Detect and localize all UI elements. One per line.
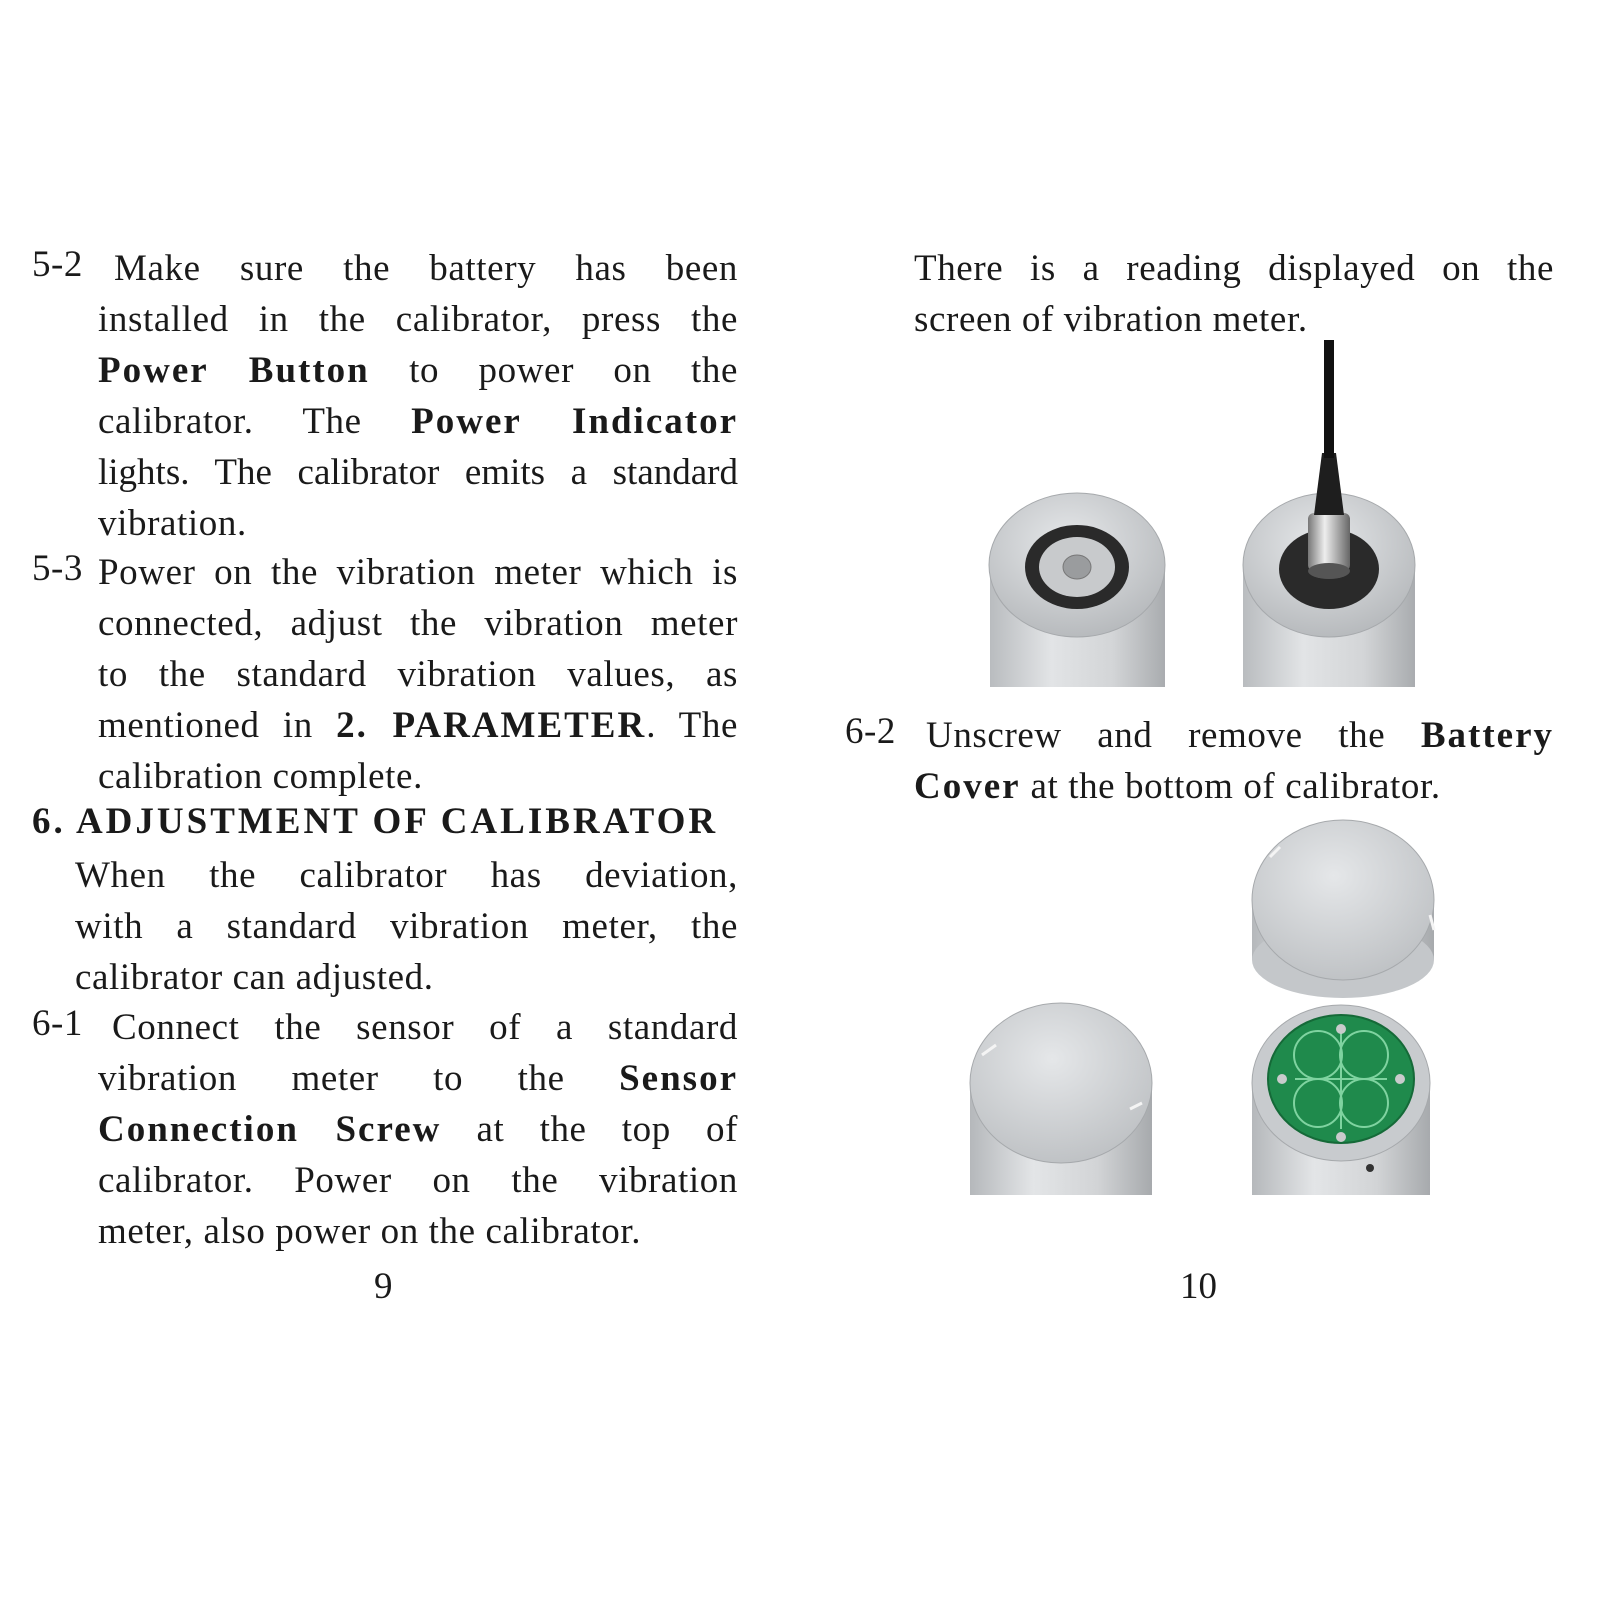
battery-cover-top	[1252, 820, 1434, 980]
step-5-2-line-2: installed in the calibrator, press the	[98, 299, 738, 340]
step-6-1-line-2	[98, 1053, 738, 1104]
parameter-reference: 2. PARAMETER	[336, 705, 647, 746]
step-6-1-line-3-rest: at the top of	[476, 1109, 738, 1150]
step-number-5-2: 5-2	[32, 244, 83, 285]
calibrator-sensor-figure	[960, 335, 1440, 695]
continued-line-1: There is a reading displayed on the	[914, 248, 1554, 289]
calibrator-with-sensor	[1243, 340, 1415, 687]
sensor-cable	[1324, 340, 1334, 458]
step-5-3-line-5: calibration complete.	[98, 756, 423, 797]
side-screw-icon	[1366, 1164, 1374, 1172]
adjustment-intro-text	[75, 850, 738, 1003]
page-number-right: 10	[1180, 1266, 1217, 1307]
calibrator-opened	[1252, 1005, 1430, 1195]
step-5-2-line-3	[98, 345, 738, 396]
board-screw-icon	[1336, 1024, 1346, 1034]
step-number-6-1: 6-1	[32, 1003, 83, 1044]
step-6-1-line-3	[98, 1104, 738, 1155]
step-6-2-line-2-rest: at the bottom of calibrator.	[1030, 766, 1441, 807]
section-heading-adjustment: 6. ADJUSTMENT OF CALIBRATOR	[32, 801, 719, 842]
calibrator-without-sensor	[989, 493, 1165, 687]
battery-cover-figure	[960, 815, 1440, 1205]
connection-screw-term: Connection Screw	[98, 1109, 442, 1150]
intro-line-2: with a standard vibration meter, the	[75, 906, 738, 947]
step-6-1-line-5: meter, also power on the calibrator.	[98, 1211, 642, 1252]
intro-line-1: When the calibrator has deviation,	[75, 855, 738, 896]
step-5-3-line-3: to the standard vibration values, as	[98, 654, 738, 695]
step-5-2-line-5: lights. The calibrator emits a standard	[98, 452, 738, 493]
step-6-2-line-1	[926, 710, 1554, 761]
step-5-2-line-4	[98, 396, 738, 447]
continued-text	[914, 243, 1554, 345]
battery-term: Battery	[1420, 715, 1554, 756]
power-indicator-term: Power Indicator	[411, 401, 738, 442]
step-6-1-line-4: calibrator. Power on the vibration	[98, 1160, 738, 1201]
step-5-2-line-3-rest: to power on the	[409, 350, 738, 391]
page-number-left: 9	[374, 1266, 393, 1307]
board-screw-icon	[1336, 1132, 1346, 1142]
step-5-3-line-2: connected, adjust the vibration meter	[98, 603, 738, 644]
step-number-5-3: 5-3	[32, 548, 83, 589]
sensor-body	[1308, 513, 1350, 571]
intro-line-3: calibrator can adjusted.	[75, 957, 434, 998]
sensor-term: Sensor	[619, 1058, 738, 1099]
cover-term: Cover	[914, 766, 1021, 807]
cable-strain-relief	[1314, 453, 1344, 515]
step-6-2-line-1-start: Unscrew and remove the	[926, 715, 1386, 756]
step-5-3-line-4-end: . The	[646, 705, 738, 746]
power-button-term: Power Button	[98, 350, 370, 391]
step-5-3-line-4	[98, 700, 738, 751]
step-number-6-2: 6-2	[845, 711, 896, 752]
sensor-connection-screw-icon	[1063, 555, 1091, 579]
calibrator-closed	[970, 1003, 1152, 1195]
step-5-3-line-1: Power on the vibration meter which is	[98, 552, 738, 593]
battery-cover-removed	[1252, 820, 1434, 998]
step-6-2-line-2	[914, 761, 1554, 812]
sensor-base	[1308, 563, 1350, 579]
step-5-3-line-4-start: mentioned in	[98, 705, 313, 746]
board-screw-icon	[1277, 1074, 1287, 1084]
step-6-2-text	[914, 710, 1554, 812]
step-5-2-line-4-start: calibrator. The	[98, 401, 362, 442]
battery-cover-top	[970, 1003, 1152, 1163]
right-page	[800, 0, 1600, 1600]
step-6-1-line-1: Connect the sensor of a standard	[112, 1007, 738, 1048]
step-6-1-line-2-start: vibration meter to the	[98, 1058, 565, 1099]
step-5-2-line-6: vibration.	[98, 503, 247, 544]
step-5-2-line-1: Make sure the battery has been	[114, 248, 738, 289]
step-6-1-text	[98, 1002, 738, 1257]
continued-line-2: screen of vibration meter.	[914, 299, 1308, 340]
board-screw-icon	[1395, 1074, 1405, 1084]
step-5-3-text	[98, 547, 738, 802]
step-5-2-text	[98, 243, 738, 549]
